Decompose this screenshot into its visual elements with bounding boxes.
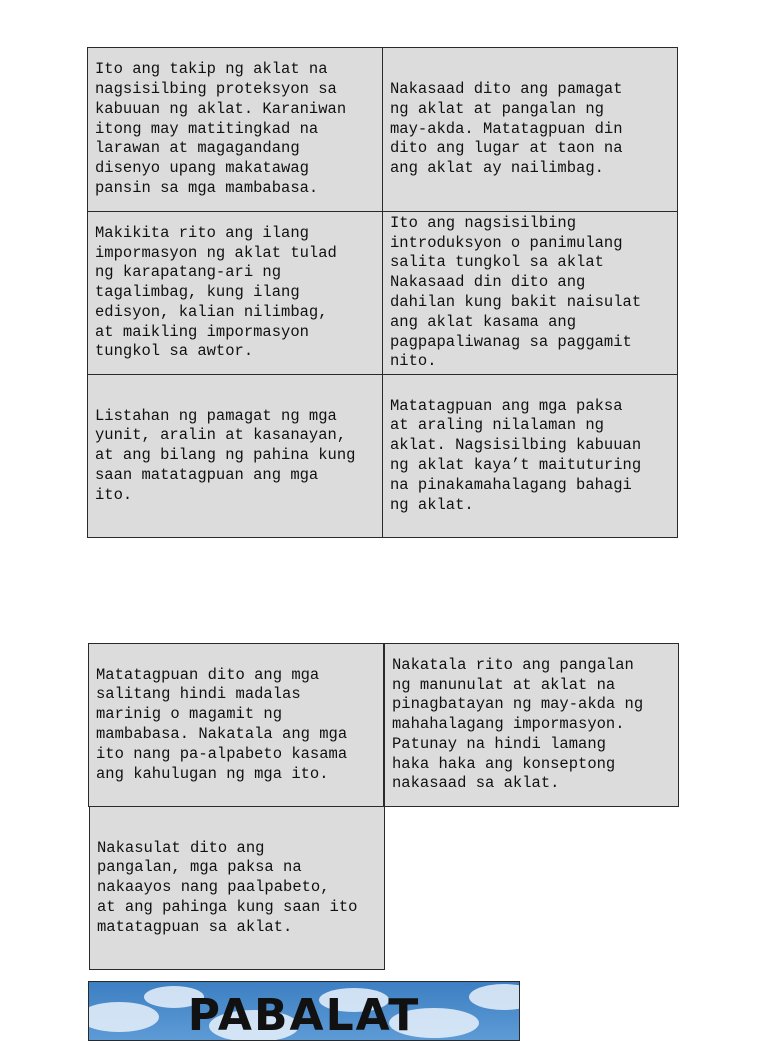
card-text: Matatagpuan ang mga paksa at araling nilalaman ng aklat. Nagsisilbing kabuuan ng aklat kaya’t maituturing na pinakamahalagang bahagi ng aklat. [390, 396, 642, 514]
text-card-6 [382, 374, 678, 538]
card-text: Ito ang takip ng aklat na nagsisilbing proteksyon sa kabuuan ng aklat. Karaniwan itong may matitingkad na larawan at magagandang disenyo upang makatawag pansin sa mga mambabasa. [95, 60, 347, 197]
card-text: Nakatala rito ang pangalan ng manunulat at aklat na pinagbatayan ng may-akda ng mahahalagang impormasyon. Patunay na hindi lamang haka haka ang konseptong nakasaad sa aklat. [392, 655, 644, 793]
text-card-2 [382, 47, 678, 212]
pabalat-banner [88, 981, 520, 1041]
text-card-5 [87, 374, 383, 538]
card-text: Ito ang nagsisilbing introduksyon o panimulang salita tungkol sa aklat Nakasaad din dito ang dahilan kung bakit naisulat ang aklat kasama ang pagpapaliwanag sa paggamit nito. [390, 213, 642, 371]
text-card-3 [87, 211, 383, 375]
text-card-9 [89, 806, 385, 970]
text-card-4 [382, 211, 678, 375]
banner-title: PABALAT [187, 990, 421, 1041]
card-text: Nakasulat dito ang pangalan, mga paksa na nakaayos nang paalpabeto, at ang pahinga kung saan ito matatagpuan sa aklat. [97, 838, 358, 936]
card-text: Listahan ng pamagat ng mga yunit, aralin at kasanayan, at ang bilang ng pahina kung saan matatagpuan ang mga ito. [95, 406, 356, 504]
text-card-1 [87, 47, 383, 212]
card-text: Makikita rito ang ilang impormasyon ng aklat tulad ng karapatang-ari ng tagalimbag, kung ilang edisyon, kalian nilimbag, at maikling impormasyon tungkol sa awtor. [95, 223, 337, 361]
text-card-7 [88, 643, 384, 807]
card-text: Nakasaad dito ang pamagat ng aklat at pangalan ng may-akda. Matatagpuan din dito ang lugar at taon na ang aklat ay nailimbag. [390, 80, 623, 178]
card-text: Matatagpuan dito ang mga salitang hindi madalas marinig o magamit ng mambabasa. Nakatala ang mga ito nang pa-alpabeto kasama ang kahulugan ng mga ito. [96, 665, 348, 783]
text-card-8 [384, 643, 679, 807]
